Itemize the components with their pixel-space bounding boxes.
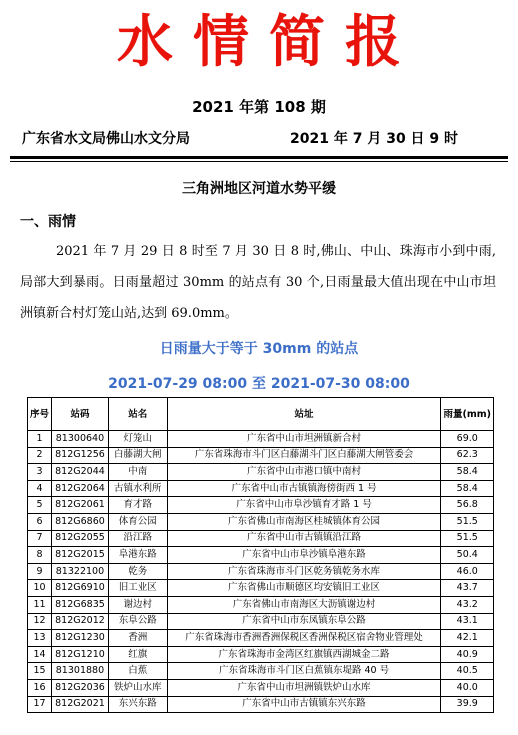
row-address: 广东省珠海市斗门区乾务镇乾务水库	[167, 563, 441, 580]
row-rainfall: 56.8	[441, 497, 494, 514]
table-row	[28, 497, 494, 514]
row-name: 东阜公路	[108, 613, 167, 630]
header-name: 站名	[108, 398, 167, 431]
row-code: 812G6910	[52, 580, 109, 597]
row-name: 育才路	[108, 497, 167, 514]
row-address: 广东省中山市坦洲镇铁炉山水库	[167, 679, 441, 696]
table-header-row	[28, 398, 494, 431]
headline: 三角洲地区河道水势平缓	[182, 181, 336, 197]
row-code: 812G2061	[52, 497, 109, 514]
row-code: 81301880	[52, 663, 109, 680]
row-address: 广东省佛山市南海区大沥镇谢边村	[167, 596, 441, 613]
row-name: 谢边村	[108, 596, 167, 613]
row-name: 东兴东路	[108, 696, 167, 713]
row-address: 广东省珠海市斗门区白藤湖斗门区白藤湖大闸管委会	[167, 447, 441, 464]
row-code: 812G2044	[52, 464, 109, 481]
table-title: 日雨量大于等于 30mm 的站点	[159, 341, 359, 357]
section-heading-rain: 一、雨情	[20, 214, 76, 230]
row-name: 香洲	[108, 630, 167, 647]
row-rainfall: 58.4	[441, 464, 494, 481]
row-address: 广东省珠海市香洲香洲保税区香洲保税区宿舍物业管理处	[167, 630, 441, 647]
row-rainfall: 39.9	[441, 696, 494, 713]
row-code: 812G2015	[52, 547, 109, 564]
row-code: 812G2012	[52, 613, 109, 630]
row-code: 812G2036	[52, 679, 109, 696]
table-row	[28, 547, 494, 564]
row-code: 812G2055	[52, 530, 109, 547]
row-name: 白藤湖大闸	[108, 447, 167, 464]
header-code: 站码	[52, 398, 109, 431]
row-name: 古镇水利所	[108, 480, 167, 497]
row-address: 广东省佛山市南海区桂城镇体育公园	[167, 513, 441, 530]
row-address: 广东省中山市阜沙镇阜港东路	[167, 547, 441, 564]
row-index: 13	[28, 630, 52, 647]
row-code: 812G1256	[52, 447, 109, 464]
row-index: 15	[28, 663, 52, 680]
agency-name: 广东省水文局佛山水文分局	[22, 131, 190, 147]
row-name: 铁炉山水库	[108, 679, 167, 696]
table-row	[28, 630, 494, 647]
row-rainfall: 50.4	[441, 547, 494, 564]
row-code: 812G2021	[52, 696, 109, 713]
table-row	[28, 696, 494, 713]
table-row	[28, 580, 494, 597]
row-code: 812G6835	[52, 596, 109, 613]
table-date-range: 2021-07-29 08:00 至 2021-07-30 08:00	[108, 376, 410, 392]
header-rainfall: 雨量(mm)	[441, 398, 494, 431]
row-code: 81322100	[52, 563, 109, 580]
row-index: 4	[28, 480, 52, 497]
row-rainfall: 51.5	[441, 530, 494, 547]
row-index: 7	[28, 530, 52, 547]
row-name: 旧工业区	[108, 580, 167, 597]
row-name: 灯笼山	[108, 431, 167, 448]
row-name: 白蕉	[108, 663, 167, 680]
table-row	[28, 646, 494, 663]
masthead-title: 水情简报	[117, 9, 421, 75]
table-row	[28, 480, 494, 497]
row-index: 16	[28, 679, 52, 696]
row-rainfall: 40.0	[441, 679, 494, 696]
table-row	[28, 663, 494, 680]
row-rainfall: 51.5	[441, 513, 494, 530]
row-index: 17	[28, 696, 52, 713]
row-rainfall: 43.1	[441, 613, 494, 630]
row-index: 3	[28, 464, 52, 481]
row-index: 12	[28, 613, 52, 630]
row-rainfall: 43.7	[441, 580, 494, 597]
row-address: 广东省中山市坦洲镇新合村	[167, 431, 441, 448]
row-index: 8	[28, 547, 52, 564]
header-rule-thin	[10, 161, 508, 162]
publish-date: 2021 年 7 月 30 日 9 时	[290, 131, 459, 147]
row-address: 广东省中山市古镇镇东兴东路	[167, 696, 441, 713]
table-row	[28, 530, 494, 547]
row-name: 乾务	[108, 563, 167, 580]
row-address: 广东省中山市古镇镇沿江路	[167, 530, 441, 547]
table-row	[28, 447, 494, 464]
row-index: 2	[28, 447, 52, 464]
row-rainfall: 69.0	[441, 431, 494, 448]
rainfall-table	[27, 397, 494, 713]
row-rainfall: 58.4	[441, 480, 494, 497]
header-address: 站址	[167, 398, 441, 431]
row-index: 5	[28, 497, 52, 514]
row-index: 9	[28, 563, 52, 580]
table-row	[28, 464, 494, 481]
table-row	[28, 613, 494, 630]
rain-paragraph: 2021 年 7 月 29 日 8 时至 7 月 30 日 8 时,佛山、中山、珠海市小到中雨,局部大到暴雨。日雨量超过 30mm 的站点有 30 个,日雨量最大值出现在中山市坦洲镇新合村灯笼山站,达到 69.0mm。	[20, 244, 496, 321]
row-address: 广东省中山市阜沙镇育才路 1 号	[167, 497, 441, 514]
row-address: 广东省中山市东凤镇东阜公路	[167, 613, 441, 630]
row-rainfall: 43.2	[441, 596, 494, 613]
row-address: 广东省中山市古镇镇海傍街西 1 号	[167, 480, 441, 497]
row-rainfall: 40.5	[441, 663, 494, 680]
row-index: 11	[28, 596, 52, 613]
row-address: 广东省珠海市金湾区红旗镇西湖城金二路	[167, 646, 441, 663]
header-index-text: 序号	[30, 408, 50, 420]
row-rainfall: 40.9	[441, 646, 494, 663]
row-name: 中南	[108, 464, 167, 481]
row-address: 广东省佛山市顺德区均安镇旧工业区	[167, 580, 441, 597]
row-name: 红旗	[108, 646, 167, 663]
table-row	[28, 679, 494, 696]
row-code: 812G1210	[52, 646, 109, 663]
row-code: 812G2064	[52, 480, 109, 497]
row-rainfall: 62.3	[441, 447, 494, 464]
row-code: 812G1230	[52, 630, 109, 647]
row-index: 6	[28, 513, 52, 530]
table-row	[28, 596, 494, 613]
row-code: 81300640	[52, 431, 109, 448]
issue-number: 2021 年第 108 期	[192, 98, 326, 116]
table-row	[28, 563, 494, 580]
row-name: 阜港东路	[108, 547, 167, 564]
row-index: 1	[28, 431, 52, 448]
row-name: 体育公园	[108, 513, 167, 530]
table-row	[28, 513, 494, 530]
table-row	[28, 431, 494, 448]
header-index	[28, 398, 52, 431]
row-address: 广东省中山市港口镇中南村	[167, 464, 441, 481]
row-rainfall: 42.1	[441, 630, 494, 647]
row-index: 14	[28, 646, 52, 663]
row-address: 广东省珠海市斗门区白蕉镇东堤路 40 号	[167, 663, 441, 680]
row-code: 812G6860	[52, 513, 109, 530]
header-rule-thick	[10, 156, 508, 159]
row-name: 沿江路	[108, 530, 167, 547]
row-index: 10	[28, 580, 52, 597]
row-rainfall: 46.0	[441, 563, 494, 580]
